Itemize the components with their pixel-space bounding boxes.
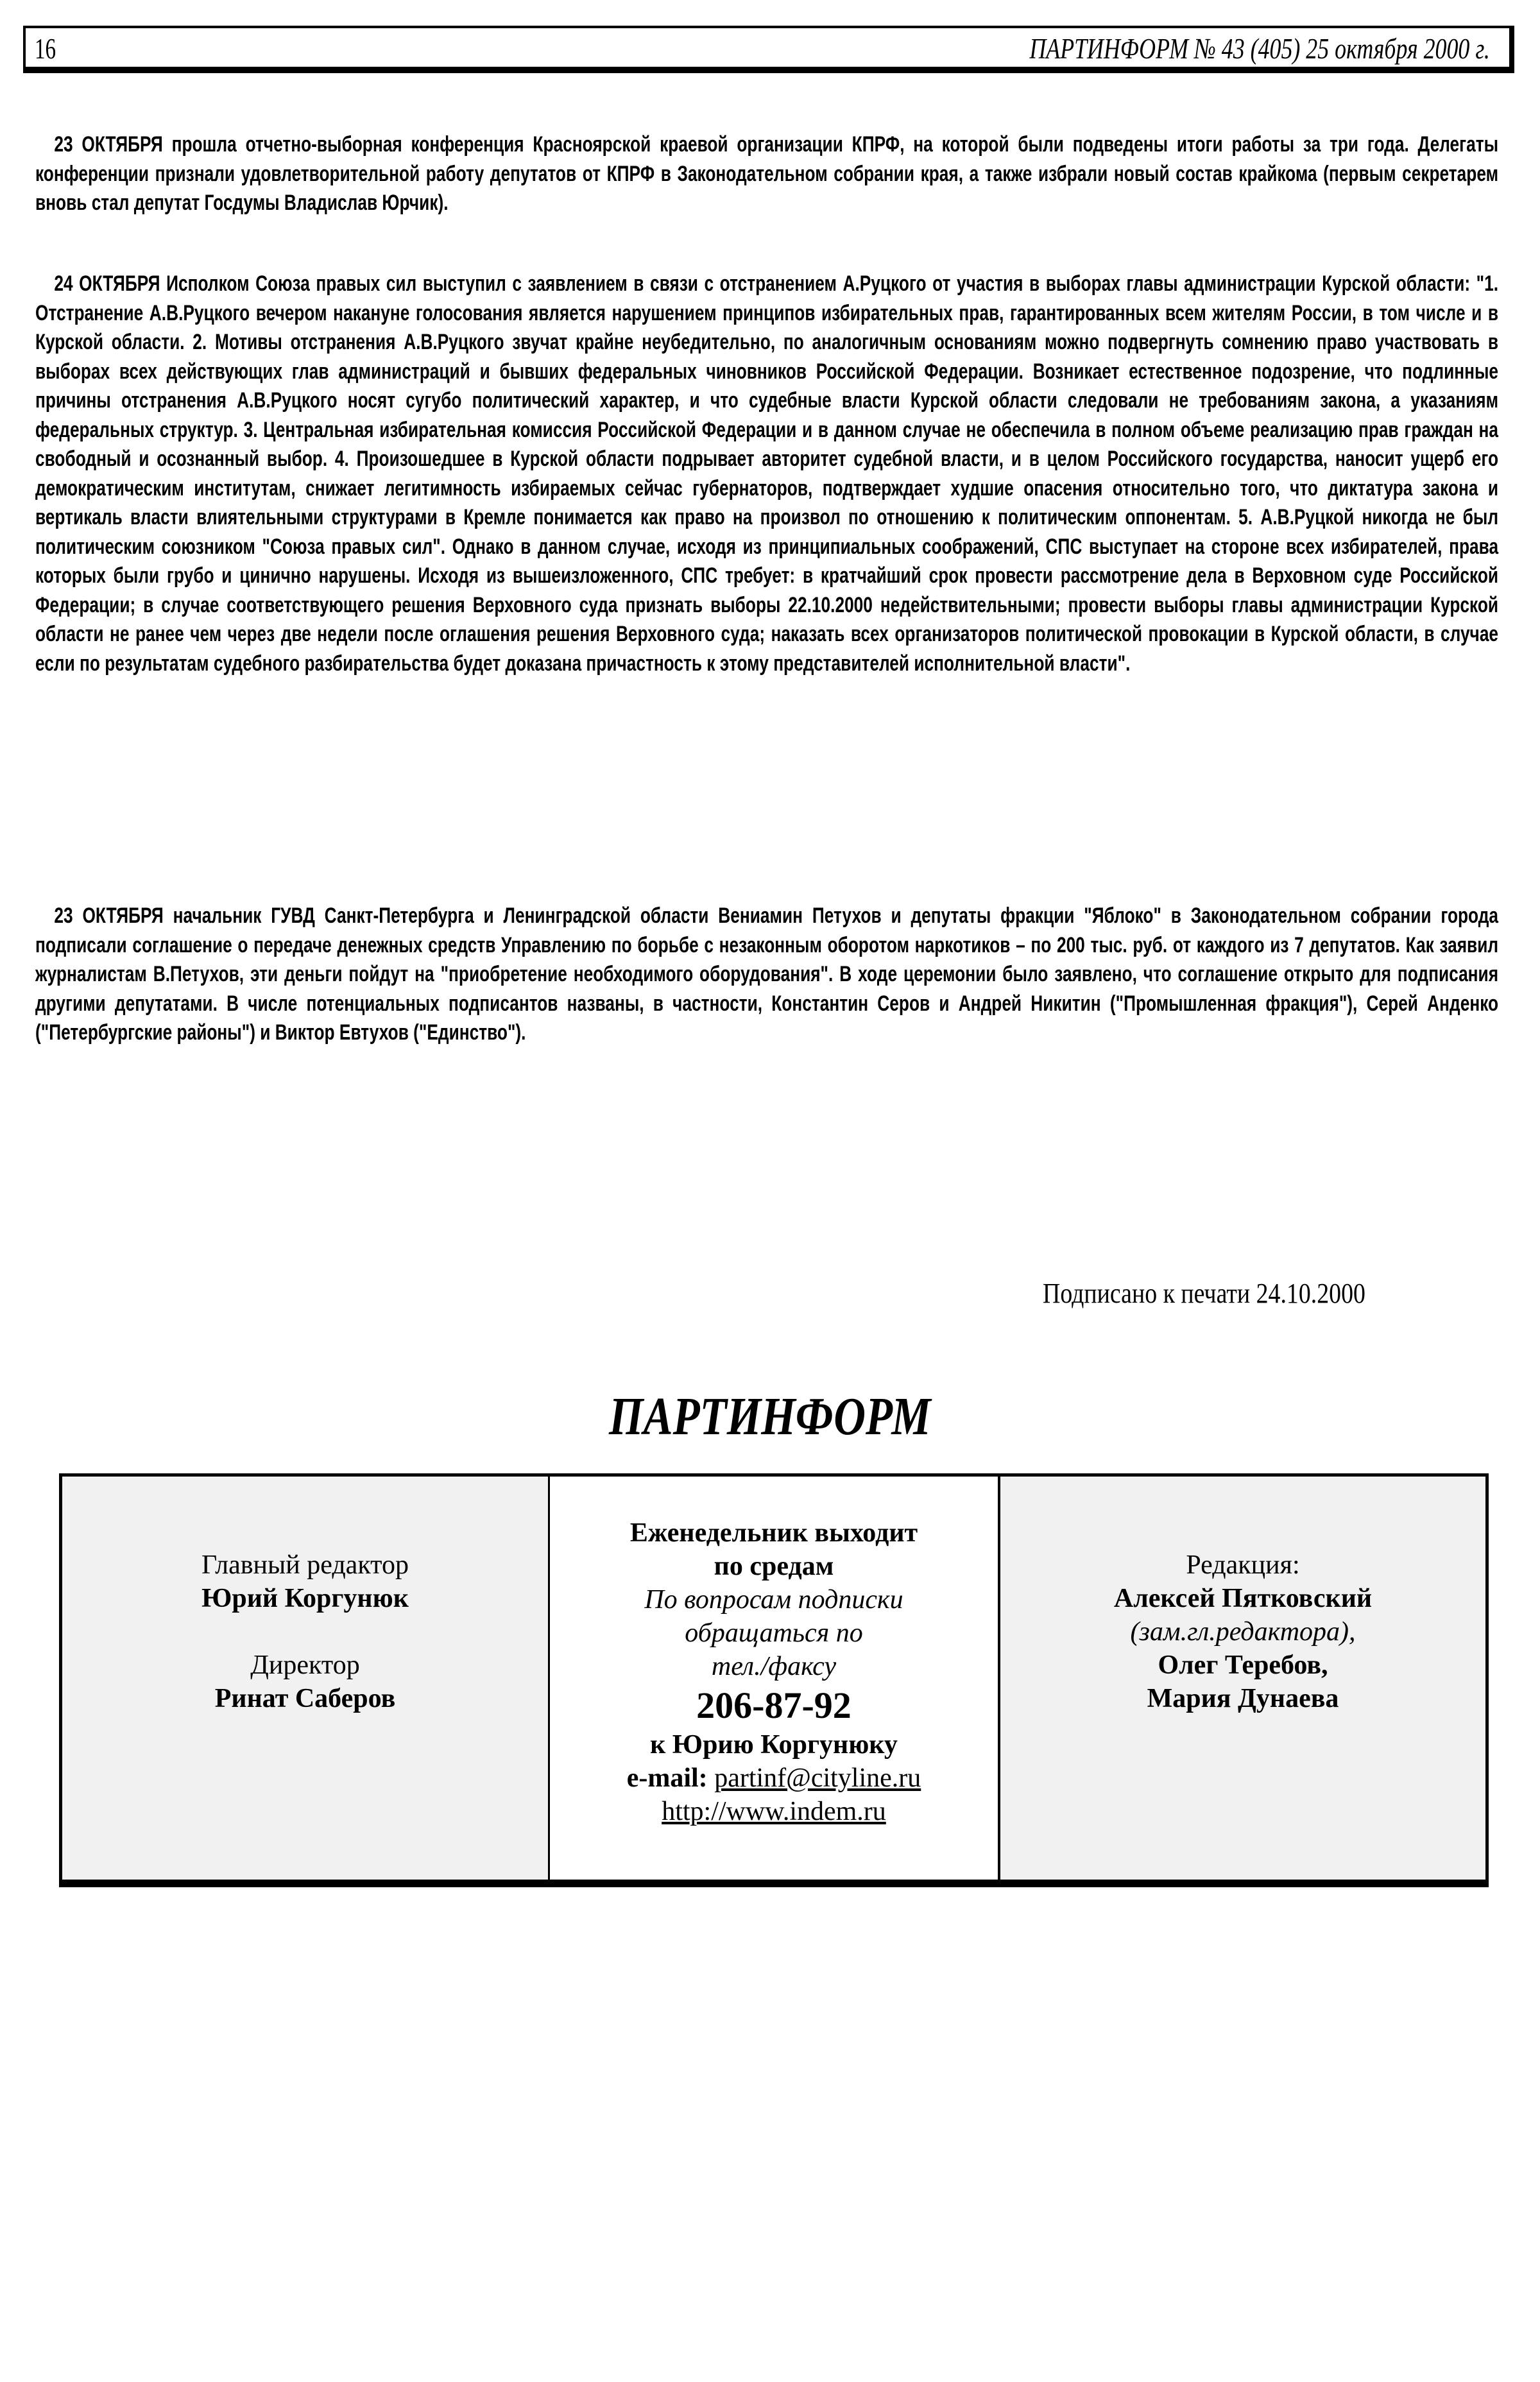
subscription-line-3: тел./факсу [711, 1652, 837, 1681]
website-row [662, 1795, 886, 1828]
page-number: 16 [35, 32, 56, 65]
contact-person: к Юрию Коргунюку [650, 1730, 898, 1760]
editor-role: Главный редактор [201, 1550, 409, 1580]
imprint-table [59, 1473, 1489, 1887]
email-link[interactable]: partinf@cityline.ru [714, 1763, 921, 1793]
imprint-contact-cell [550, 1477, 1000, 1880]
news-item-2-date: 24 ОКТЯБРЯ [54, 271, 160, 296]
news-item-1-date: 23 ОКТЯБРЯ [54, 132, 163, 157]
subscription-line-1: По вопросам подписки [644, 1585, 903, 1615]
news-item-3-date: 23 ОКТЯБРЯ [54, 904, 164, 928]
masthead-title: ПАРТИНФОРМ [609, 1387, 931, 1446]
subscription-line-2: обращаться по [685, 1618, 863, 1648]
director-role: Директор [250, 1650, 360, 1680]
editorial-title: Редакция: [1186, 1550, 1300, 1580]
email-row [627, 1761, 921, 1795]
news-item-2-text: Исполком Союза правых сил выступил с заявлением в связи с отстранением А.Руцкого от участия в выборах главы администрации Курской области: "1. Отстранение А.В.Руцкого вечером накануне голосования является нарушением принципов избирательных прав, гарантированных всем жителям России, в том числе и в Курской области. 2. Мотивы отстранения А.В.Руцкого звучат крайне неубедительно, по аналогичным основаниям можно подвергнуть сомнению право участвовать в выборах всех действующих глав администраций и бывших федеральных чиновников Российской Федерации. Возникает естественное подозрение, что подлинные причины отстранения А.В.Руцкого носят сугубо политический характер, и что судебные власти Курской области следовали не требованиям закона, а указаниям федеральных структур. 3. Центральная избирательная комиссия Российской Федерации и в данном случае не обеспечила в полном объеме реализацию прав граждан на свободный и осознанный выбор. 4. Произошедшее в Курской области подрывает авторитет судебной власти, и в целом Российского государства, наносит ущерб его демократическим институтам, снижает легитимность избираемых сейчас губернаторов, подтверждает худшие опасения относительно того, что диктатура закона и вертикаль власти влиятельными структурами в Кремле понимается как право на произвол по отношению к политическим оппонентам. 5. А.В.Руцкой никогда не был политическим союзником "Союза правых сил". Однако в данном случае, исходя из принципиальных соображений, СПС выступает на стороне всех избирателей, права которых были грубо и цинично нарушены. Исходя из вышеизложенного, СПС требует: в кратчайший срок провести рассмотрение дела в Верховном суде Российской Федерации; в случае соответствующего решения Верховного суда признать выборы 22.10.2000 недействительными; провести выборы главы администрации Курской области не ранее чем через две недели после оглашения решения Верховного суда; наказать всех организаторов политической провокации в Курской области, в случае если по результатам судебного разбирательства будет доказана причастность к этому представителей исполнительной власти". [35, 271, 1499, 676]
page-header [23, 26, 1514, 73]
news-item-2 [35, 270, 1498, 678]
email-label: e-mail: [626, 1763, 708, 1793]
editorial-member-3: Мария Дунаева [1147, 1684, 1339, 1713]
schedule-line-1: Еженедельник выходит [629, 1518, 918, 1548]
masthead [0, 1386, 1540, 1448]
editorial-member-1-role: (зам.гл.редактора), [1130, 1617, 1356, 1647]
news-item-3-paragraph [35, 902, 1498, 1048]
news-item-3-text: начальник ГУВД Санкт-Петербурга и Ленинградской области Вениамин Петухов и депутаты фракции "Яблоко" в Законодательном собрании города подписали соглашение о передаче денежных средств Управлению по борьбе с незаконным оборотом наркотиков – по 200 тыс. руб. от каждого из 7 депутатов. Как заявил журналистам В.Петухов, эти деньги пойдут на "приобретение необходимого оборудования". В ходе церемонии было заявлено, что соглашение открыто для подписания другими депутатами. В числе потенциальных подписантов названы, в частности, Константин Серов и Андрей Никитин ("Промышленная фракция"), Серей Анденко ("Петербургские районы") и Виктор Евтухов ("Единство"). [35, 904, 1499, 1045]
imprint-editorial-cell [1000, 1477, 1485, 1880]
signed-to-print: Подписано к печати 24.10.2000 [1043, 1278, 1365, 1309]
phone-number: 206-87-92 [696, 1684, 851, 1726]
issue-title: ПАРТИНФОРМ № 43 (405) 25 октября 2000 г. [1029, 32, 1490, 65]
news-item-2-paragraph [35, 270, 1498, 678]
imprint-staff-cell [62, 1477, 550, 1880]
editorial-member-2: Олег Теребов, [1158, 1650, 1328, 1680]
editor-name: Юрий Коргунюк [201, 1584, 409, 1613]
director-name: Ринат Саберов [214, 1684, 396, 1713]
editorial-member-1: Алексей Пятковский [1113, 1584, 1373, 1613]
website-link[interactable]: http://www.indem.ru [662, 1797, 886, 1826]
schedule-line-2: по средам [714, 1552, 834, 1581]
news-item-3 [35, 902, 1498, 1048]
news-item-1 [35, 130, 1498, 218]
news-item-1-paragraph [35, 130, 1498, 218]
news-item-1-text: прошла отчетно-выборная конференция Красноярской краевой организации КПРФ, на которой были подведены итоги работы за три года. Делегаты конференции признали удовлетворительной работу депутатов от КПРФ в Законодательном собрании края, а также избрали новый состав крайкома (первым секретарем вновь стал депутат Госдумы Владислав Юрчик). [35, 132, 1499, 215]
